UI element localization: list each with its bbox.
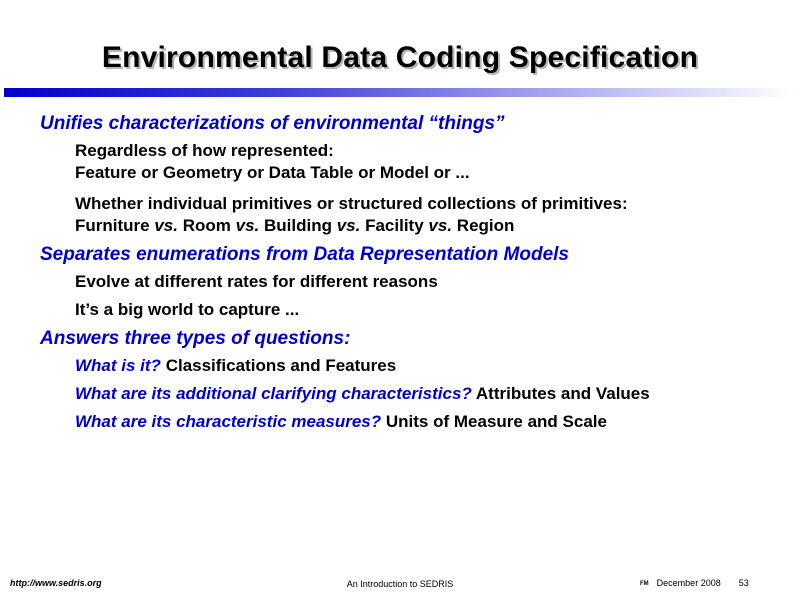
bullet-heading: Unifies characterizations of environmental “things” (40, 113, 505, 134)
title-underline-bar (4, 88, 794, 97)
slide-title: Environmental Data Coding Specification (101, 41, 699, 74)
sub-bullet (75, 140, 780, 184)
term: Facility (365, 216, 424, 235)
sub-bullet (75, 193, 780, 237)
question-text: What are its additional clarifying characteristics? (75, 384, 472, 403)
term: Region (456, 216, 515, 235)
footer-date: December 2008 (656, 578, 721, 588)
slide-body (40, 112, 780, 439)
vs-text: vs. (428, 216, 453, 235)
question-text: What are its characteristic measures? (75, 412, 382, 431)
sub-bullet-line: Whether individual primitives or structured collections of primitives: (75, 194, 628, 213)
answer-text: Attributes and Values (475, 384, 650, 403)
answer-text: Units of Measure and Scale (385, 412, 607, 431)
vs-text: vs. (235, 216, 260, 235)
question-bullet (75, 383, 780, 405)
footer-presentation-title: An Introduction to SEDRIS (346, 579, 454, 589)
bullet-heading: Answers three types of questions: (40, 328, 351, 349)
footer-page-number: 53 (738, 578, 749, 588)
sub-bullet: It’s a big world to capture ... (75, 300, 300, 319)
footer-url[interactable]: http://www.sedris.org (10, 578, 102, 588)
sub-bullet-line (75, 215, 780, 237)
question-bullet (75, 355, 780, 377)
vs-text: vs. (154, 216, 178, 235)
sub-bullet-line: Regardless of how represented: (75, 141, 334, 160)
sub-bullet: Evolve at different rates for different reasons (75, 272, 438, 291)
sub-bullet-line: Feature or Geometry or Data Table or Model or ... (75, 163, 470, 182)
bullet-heading: Separates enumerations from Data Representation Models (40, 244, 569, 265)
footer-fm-mark: FM (640, 581, 649, 587)
vs-text: vs. (336, 216, 361, 235)
answer-text: Classifications and Features (165, 356, 397, 375)
term: Furniture (75, 216, 150, 235)
question-bullet (75, 411, 780, 433)
term: Building (264, 216, 332, 235)
footer-meta (640, 578, 749, 588)
question-text: What is it? (75, 356, 161, 375)
term: Room (182, 216, 231, 235)
